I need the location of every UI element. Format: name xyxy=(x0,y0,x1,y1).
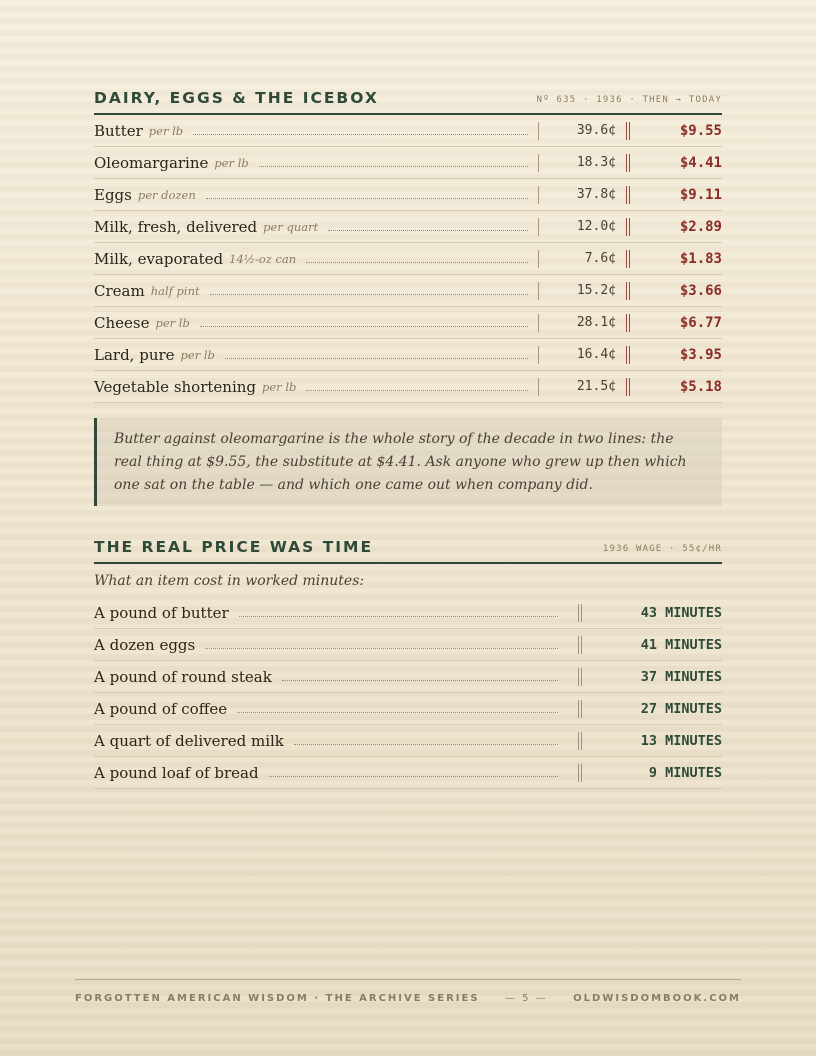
price-row xyxy=(94,115,722,147)
price-today: $3.95 xyxy=(679,346,722,363)
dot-leader xyxy=(225,358,528,359)
footer-website: OLDWISDOMBOOK.COM xyxy=(573,993,741,1004)
time-section-intro: What an item cost in worked minutes: xyxy=(94,573,365,589)
item-unit: half pint xyxy=(150,283,200,298)
dot-leader xyxy=(237,712,558,713)
time-section-meta: 1936 WAGE · 55¢/HR xyxy=(602,544,722,554)
price-1936: 7.6¢ xyxy=(538,250,626,268)
price-1936: 37.8¢ xyxy=(538,186,626,204)
item-unit: per lb xyxy=(148,123,184,138)
price-1936: 28.1¢ xyxy=(538,314,626,332)
price-today: $9.55 xyxy=(679,122,722,139)
time-row xyxy=(94,693,722,725)
item-unit: per quart xyxy=(263,219,319,234)
price-today: $6.77 xyxy=(679,314,722,331)
item-unit: per lb xyxy=(262,379,297,394)
item-name: A pound loaf of bread xyxy=(94,763,259,782)
dairy-section xyxy=(94,89,722,506)
page-number: — 5 — xyxy=(504,993,548,1004)
worked-minutes: 13 MINUTES xyxy=(640,732,722,749)
price-row xyxy=(94,307,722,339)
dot-leader xyxy=(193,134,528,135)
price-today: $9.11 xyxy=(679,186,722,203)
worked-minutes-table xyxy=(94,597,722,789)
dairy-section-meta: Nº 635 · 1936 · THEN → TODAY xyxy=(536,95,722,105)
butter-margarine-note: Butter against oleomargarine is the whole story of the decade in two lines: the real thing at $9.55, the substitute at $4.41. Ask anyone who grew up then which one sat on the table — and which one came out when company did. xyxy=(94,418,722,506)
dot-leader xyxy=(259,166,528,167)
dairy-section-title: DAIRY, EGGS & THE ICEBOX xyxy=(94,89,379,107)
dairy-section-header xyxy=(94,89,722,115)
time-section-header xyxy=(94,538,722,564)
time-row xyxy=(94,629,722,661)
item-name: Milk, fresh, delivered xyxy=(94,217,258,236)
item-unit: per lb xyxy=(180,347,215,362)
dot-leader xyxy=(306,390,528,391)
price-row xyxy=(94,243,722,275)
dot-leader xyxy=(306,262,528,263)
price-today: $5.18 xyxy=(679,378,722,395)
price-today: $4.41 xyxy=(679,154,722,171)
price-1936: 21.5¢ xyxy=(538,378,626,396)
worked-minutes: 9 MINUTES xyxy=(648,764,722,781)
dot-leader xyxy=(328,230,528,231)
time-section xyxy=(94,538,722,789)
dairy-price-table xyxy=(94,115,722,403)
item-name: Cream xyxy=(94,281,145,300)
item-name: Cheese xyxy=(94,313,150,332)
price-row xyxy=(94,147,722,179)
price-row xyxy=(94,339,722,371)
item-name: Milk, evaporated xyxy=(94,249,224,268)
worked-minutes: 41 MINUTES xyxy=(640,636,722,653)
price-1936: 15.2¢ xyxy=(538,282,626,300)
worked-minutes: 27 MINUTES xyxy=(640,700,722,717)
price-1936: 39.6¢ xyxy=(538,122,626,140)
item-name: A pound of butter xyxy=(94,603,229,622)
dot-leader xyxy=(269,776,558,777)
price-row xyxy=(94,275,722,307)
item-name: Oleomargarine xyxy=(94,153,209,172)
dot-leader xyxy=(205,648,558,649)
dot-leader xyxy=(239,616,558,617)
item-name: A dozen eggs xyxy=(94,635,196,654)
dot-leader xyxy=(294,744,558,745)
time-row xyxy=(94,757,722,789)
item-unit: per lb xyxy=(155,315,190,330)
page-footer xyxy=(75,979,741,1004)
time-row xyxy=(94,725,722,757)
worked-minutes: 37 MINUTES xyxy=(640,668,722,685)
dot-leader xyxy=(210,294,528,295)
price-row xyxy=(94,179,722,211)
footer-series-title: FORGOTTEN AMERICAN WISDOM · THE ARCHIVE SERIES xyxy=(75,993,480,1004)
price-1936: 18.3¢ xyxy=(538,154,626,172)
item-name: Butter xyxy=(94,121,143,140)
item-unit: 14½-oz can xyxy=(229,251,297,266)
price-today: $3.66 xyxy=(679,282,722,299)
item-name: A pound of round steak xyxy=(94,667,272,686)
time-row xyxy=(94,597,722,629)
item-unit: per dozen xyxy=(137,187,196,202)
price-1936: 16.4¢ xyxy=(538,346,626,364)
price-today: $1.83 xyxy=(679,250,722,267)
price-row xyxy=(94,211,722,243)
dot-leader xyxy=(200,326,528,327)
price-row xyxy=(94,371,722,403)
item-name: Lard, pure xyxy=(94,345,175,364)
worked-minutes: 43 MINUTES xyxy=(640,604,722,621)
dot-leader xyxy=(282,680,558,681)
item-name: Eggs xyxy=(94,185,132,204)
time-row xyxy=(94,661,722,693)
item-name: A pound of coffee xyxy=(94,699,228,718)
price-1936: 12.0¢ xyxy=(538,218,626,236)
dot-leader xyxy=(206,198,528,199)
item-name: Vegetable shortening xyxy=(94,377,257,396)
item-name: A quart of delivered milk xyxy=(94,731,284,750)
item-unit: per lb xyxy=(214,155,249,170)
price-today: $2.89 xyxy=(679,218,722,235)
time-section-title: THE REAL PRICE WAS TIME xyxy=(94,538,374,556)
